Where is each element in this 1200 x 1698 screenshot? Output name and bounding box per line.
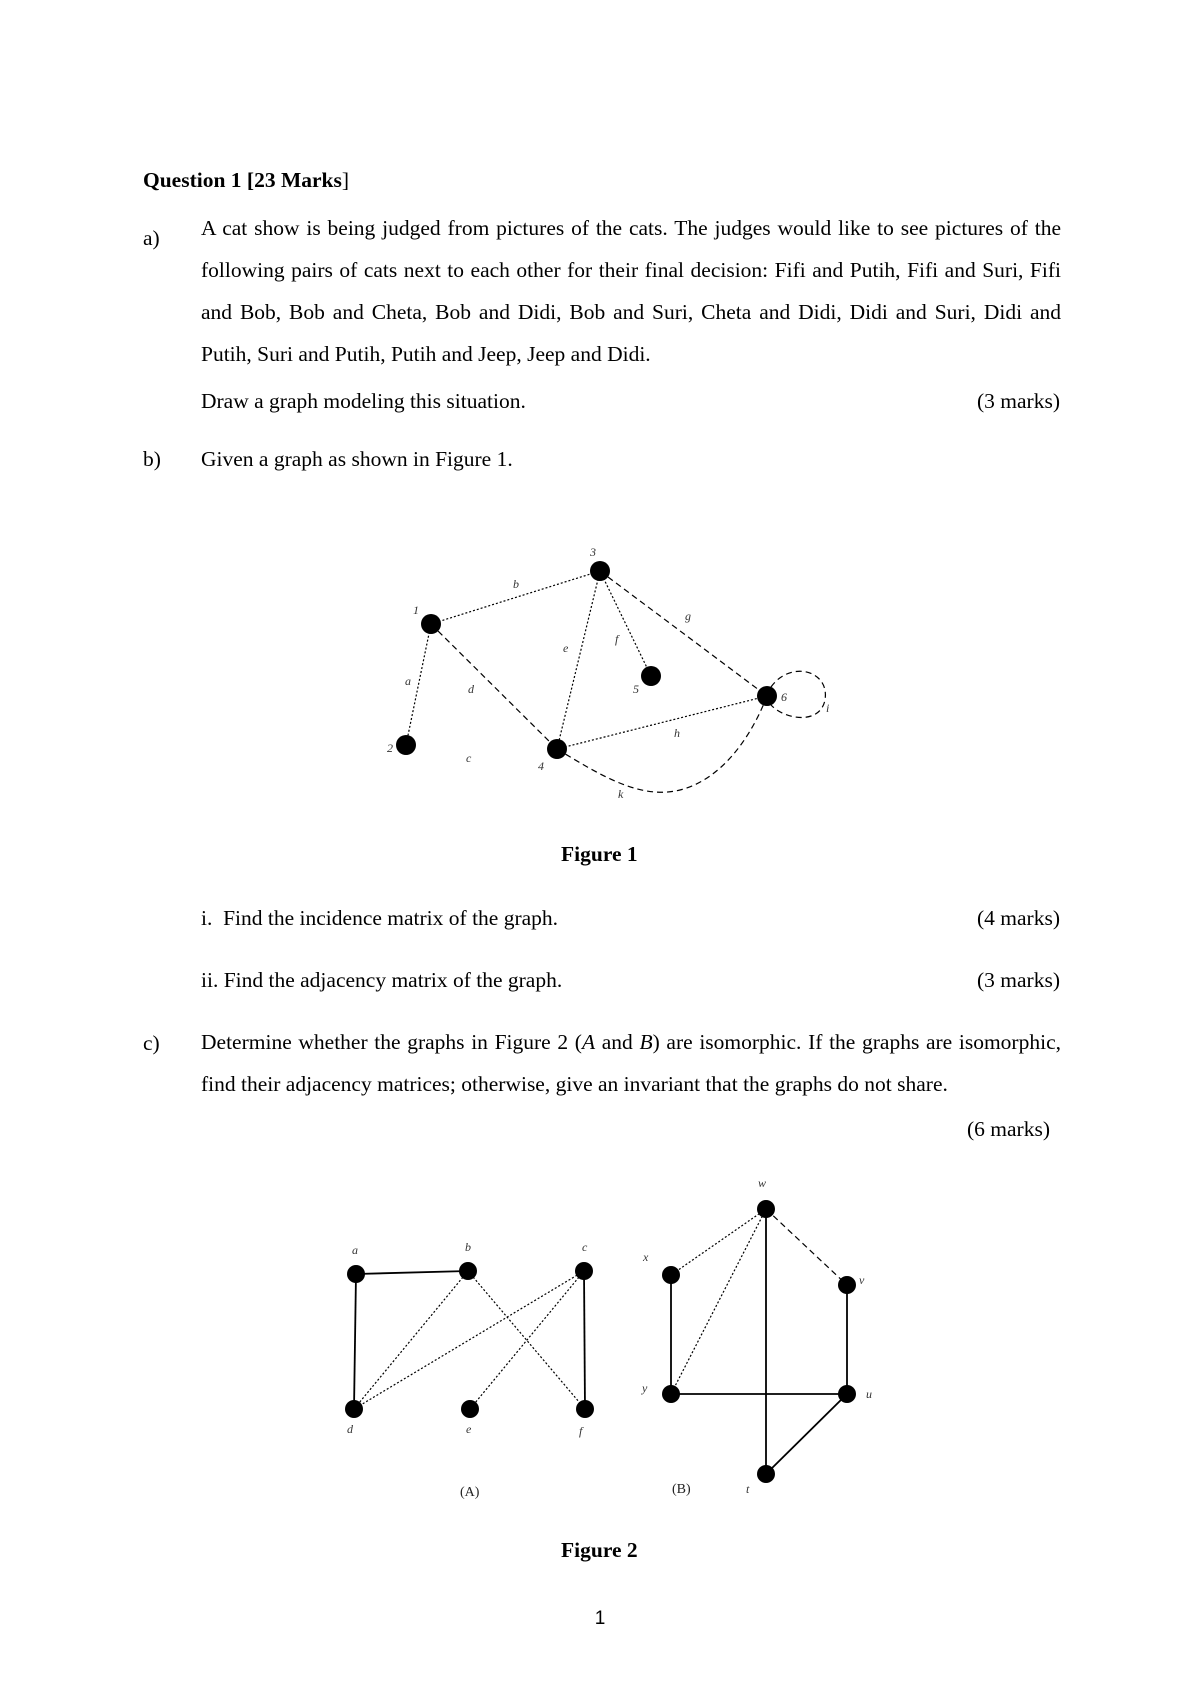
edge-label-f: f [615,632,619,646]
vertex-label-v: v [859,1273,865,1287]
figure-2b-vertex-labels [641,1176,872,1496]
edge-label-e: e [563,641,569,655]
edge-h [557,696,767,749]
edge-label-i: i [826,701,830,715]
edge-label-c: c [466,751,472,765]
edge-g [600,571,767,696]
part-a-label: a) [143,226,160,250]
edge-a-d [354,1274,356,1409]
vertex-b [459,1262,477,1280]
part-a-text: A cat show is being judged from pictures of the cats. The judges would like to see pictures of the following pairs of cats next to each other for their final decision: Fifi and Putih, Fifi and Suri, Fifi and Bob, Bob and Cheta, Bob and Didi, Bob and Suri, Cheta and Didi, Didi and Suri, Didi and Putih, Suri and Putih, Putih and Jeep, Jeep and Didi. [201,216,1061,366]
vertex-label-y: y [642,1381,648,1395]
vertex-y [662,1385,680,1403]
vertex-label-x: x [643,1250,649,1264]
edge-d [431,624,557,749]
edge-label-d: d [468,682,474,696]
figure-1-caption: Figure 1 [561,842,638,866]
vertex-u [838,1385,856,1403]
part-b-ii-marks: (3 marks) [977,968,1060,992]
page-number: 1 [594,1608,606,1629]
edge-label-g: g [685,609,691,623]
vertex-label-a: a [352,1243,358,1257]
edge-w-y [671,1209,766,1394]
part-c-marks: (6 marks) [967,1117,1050,1141]
figure-1-vertex-labels [387,545,787,773]
graph-b-label: (B) [672,1482,691,1497]
vertex-3 [590,561,610,581]
vertex-a [347,1265,365,1283]
edge-w-x [671,1209,766,1275]
edge-k [557,696,767,792]
vertex-label-f: f [579,1424,583,1438]
part-a-marks: (3 marks) [977,389,1060,413]
vertex-label-5: 5 [633,682,639,696]
vertex-label-c: c [582,1240,588,1254]
part-b-label: b) [143,447,161,471]
vertex-t [757,1465,775,1483]
edge-f [600,571,651,676]
part-b-ii-row [201,968,1060,993]
vertex-label-1: 1 [413,603,419,617]
part-b-i-row [201,906,1060,931]
part-c-text: Determine whether the graphs in Figure 2 (A and B) are isomorphic. If the graphs are isomorphic, find their adjacency matrices; otherwise, give an invariant that the graphs do not share. [201,1030,1061,1096]
vertex-e [461,1400,479,1418]
part-a-instruction: Draw a graph modeling this situation. [201,389,526,413]
edge-label-k: k [618,787,624,801]
edge-w-v [766,1209,847,1285]
part-b-i-text: i. Find the incidence matrix of the graph. [201,906,559,930]
vertex-5 [641,666,661,686]
vertex-w [757,1200,775,1218]
vertex-2 [396,735,416,755]
edge-label-b: b [513,577,519,591]
vertex-label-e: e [466,1422,472,1436]
part-c-label: c) [143,1031,160,1055]
figure-2b-nodes [662,1200,856,1483]
edge-i [771,671,825,717]
figure-2b-edges [671,1209,847,1474]
vertex-4 [547,739,567,759]
figure-2-caption: Figure 2 [561,1538,638,1562]
edge-c-f [584,1271,585,1409]
edge-b-d [354,1271,468,1409]
vertex-1 [421,614,441,634]
vertex-d [345,1400,363,1418]
question-heading: Question 1 [23 Marks] [143,168,350,192]
vertex-x [662,1266,680,1284]
part-b-text: Given a graph as shown in Figure 1. [201,447,513,471]
vertex-label-3: 3 [590,545,596,559]
figure-2a-edges [354,1271,585,1409]
vertex-label-4: 4 [538,759,544,773]
vertex-6 [757,686,777,706]
edge-u-t [766,1394,847,1474]
vertex-v [838,1276,856,1294]
vertex-label-b: b [465,1240,471,1254]
edge-e [557,571,600,749]
graph-a-label: (A) [460,1485,480,1500]
vertex-label-6: 6 [781,690,787,704]
part-b-i-marks: (4 marks) [977,906,1060,930]
vertex-f [576,1400,594,1418]
edge-c-d [354,1271,584,1409]
vertex-c [575,1262,593,1280]
vertex-label-u: u [866,1387,872,1401]
vertex-label-d: d [347,1422,353,1436]
part-b-ii-text: ii. Find the adjacency matrix of the graph. [201,968,563,992]
edge-label-a: a [405,674,411,688]
figure-1-nodes [396,561,777,759]
vertex-label-2: 2 [387,741,393,755]
edge-a-b [356,1271,468,1274]
vertex-label-w: w [758,1176,767,1190]
vertex-label-t: t [746,1482,750,1496]
edge-label-h: h [674,726,680,740]
